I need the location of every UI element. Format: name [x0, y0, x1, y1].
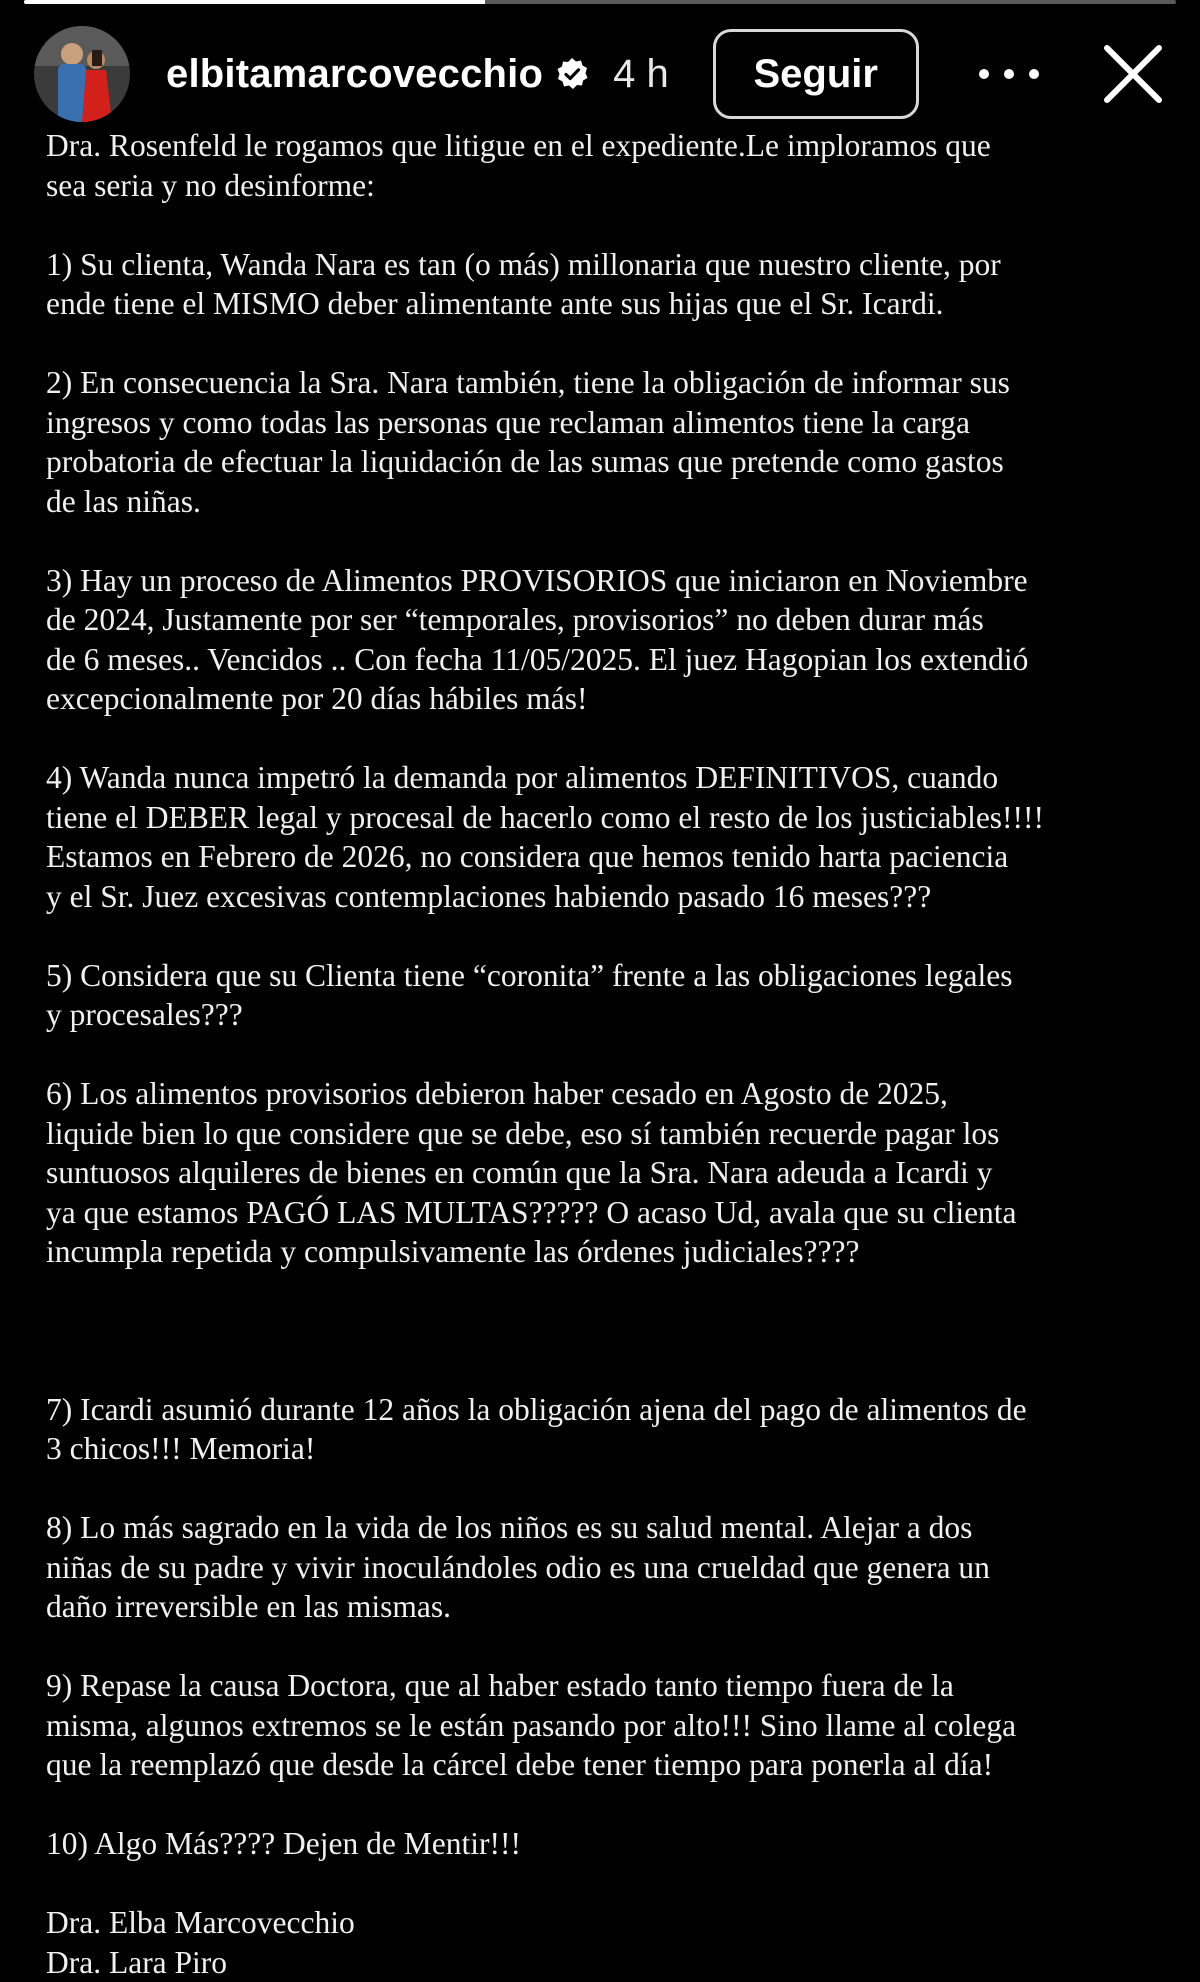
post-point-6: 6) Los alimentos provisorios debieron haber cesado en Agosto de 2025, liquide bien lo que considere que se debe, eso sí también recuerde pagar los suntuosos alquileres de bienes en común que la Sra. Nara adeuda a Icardi y ya que estamos PAGÓ LAS MULTAS????? O acaso Ud, avala que su clienta incumpla repetida y compulsivamente las órdenes judiciales???? — [46, 1076, 1017, 1269]
avatar[interactable] — [34, 26, 130, 122]
post-point-4: 4) Wanda nunca impetró la demanda por alimentos DEFINITIVOS, cuando tiene el DEBER legal y procesal de hacerlo como el resto de los justiciables!!!! Estamos en Febrero de 2026, no considera que hemos tenido harta paciencia y el Sr. Juez excesivas contemplaciones habiendo pasado 16 meses??? — [46, 760, 1045, 914]
post-point-9: 9) Repase la causa Doctora, que al haber estado tanto tiempo fuera de la misma, algunos extremos se le están pasando por alto!!! Sino llame al colega que la reemplazó que desde la cárcel debe tener tiempo para ponerla al día! — [46, 1668, 1017, 1782]
post-time: 4 h — [613, 51, 669, 96]
verified-badge-icon — [555, 57, 589, 91]
post-point-5: 5) Considera que su Clienta tiene “coronita” frente a las obligaciones legales y procesales??? — [46, 957, 1013, 1032]
more-options-icon[interactable] — [979, 54, 1039, 94]
follow-button[interactable]: Seguir — [713, 29, 919, 119]
post-intro: Dra. Rosenfeld le rogamos que litigue en el expediente.Le imploramos que sea seria y no desinforme: — [46, 128, 991, 203]
username[interactable]: elbitamarcovecchio — [166, 51, 544, 96]
post-point-10: 10) Algo Más???? Dejen de Mentir!!! — [46, 1826, 521, 1861]
post-point-7: 7) Icardi asumió durante 12 años la obligación ajena del pago de alimentos de 3 chicos!!! Memoria! — [46, 1391, 1027, 1466]
post-text — [46, 126, 1176, 1982]
post-signature: Dra. Elba Marcovecchio Dra. Lara Piro — [46, 1905, 355, 1980]
story-progress-fill — [24, 0, 485, 4]
post-point-3: 3) Hay un proceso de Alimentos PROVISORIOS que iniciaron en Noviembre de 2024, Justamente por ser “temporales, provisorios” no deben durar más de 6 meses.. Vencidos .. Con fecha 11/05/2025. El juez Hagopian los extendió excepcionalmente por 20 días hábiles más! — [46, 562, 1029, 716]
close-icon[interactable] — [1101, 42, 1165, 106]
post-point-1: 1) Su clienta, Wanda Nara es tan (o más) millonaria que nuestro cliente, por ende tiene el MISMO deber alimentante ante sus hijas que el Sr. Icardi. — [46, 246, 1001, 321]
post-point-2: 2) En consecuencia la Sra. Nara también, tiene la obligación de informar sus ingresos y como todas las personas que reclaman alimentos tiene la carga probatoria de efectuar la liquidación de las sumas que pretende como gastos de las niñas. — [46, 365, 1010, 519]
story-progress-bar — [24, 0, 1176, 4]
post-point-8: 8) Lo más sagrado en la vida de los niños es su salud mental. Alejar a dos niñas de su padre y vivir inoculándoles odio es una crueldad que genera un daño irreversible en las mismas. — [46, 1510, 990, 1624]
avatar-image — [34, 26, 130, 122]
story-header — [34, 26, 1176, 122]
